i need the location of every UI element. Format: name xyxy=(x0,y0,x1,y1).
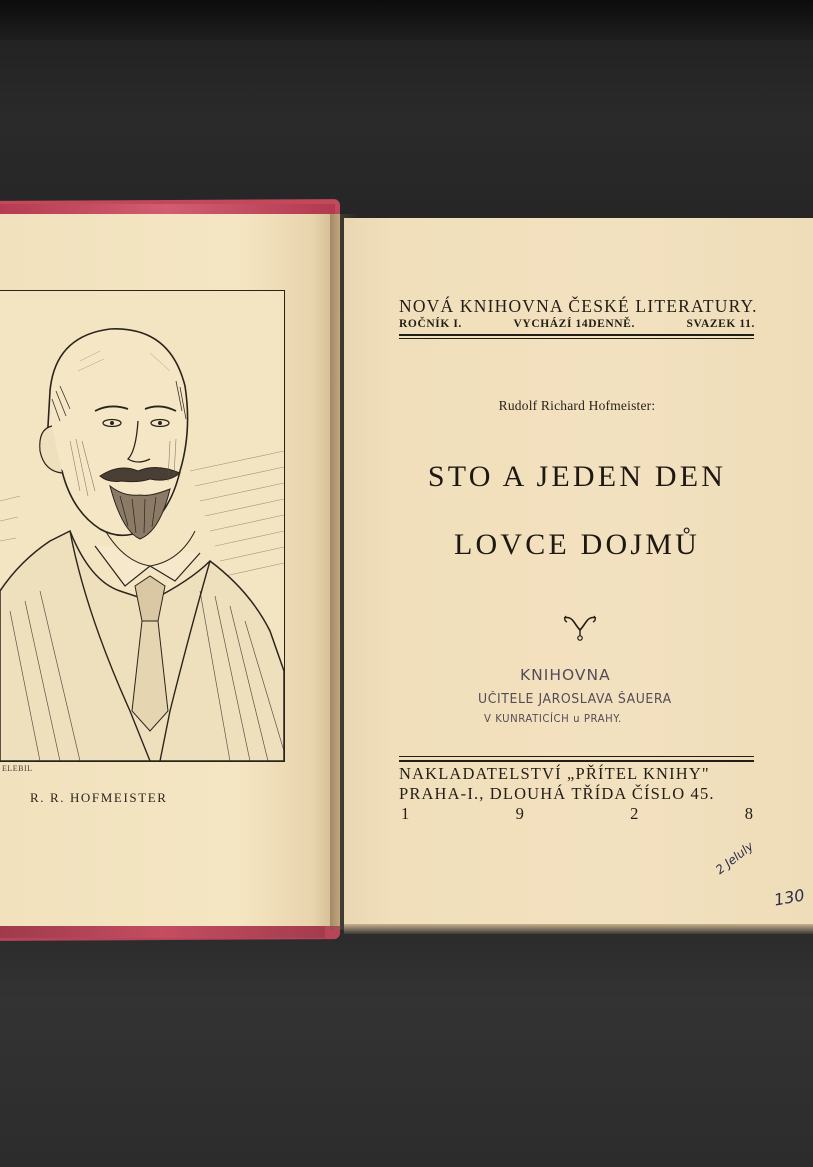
year-digit: 9 xyxy=(515,804,524,823)
year-digit: 8 xyxy=(744,804,753,823)
portrait-engraving xyxy=(0,290,285,762)
year-digit: 1 xyxy=(401,804,410,823)
publisher-address: PRAHA-I., DLOUHÁ TŘÍDA ČÍSLO 45. xyxy=(399,784,715,803)
library-stamp-line-3: V KUNRATICÍCH u PRAHY. xyxy=(484,712,622,725)
portrait-illustration xyxy=(0,291,284,761)
publisher-rule-thin xyxy=(399,756,754,757)
year-digit: 2 xyxy=(630,804,639,823)
library-stamp-line-1: KNIHOVNA xyxy=(520,666,611,684)
handwritten-note: 2 Jeluly xyxy=(713,839,757,878)
floral-ornament-icon xyxy=(560,612,600,642)
handwritten-price: 130 xyxy=(772,885,806,910)
page-edge-shadow xyxy=(344,924,813,934)
series-volume-year: ROČNÍK I. xyxy=(399,318,462,330)
book-title-line-2: LOVCE DOJMŮ xyxy=(453,528,701,561)
series-rule-thick xyxy=(399,334,754,336)
publisher-rule-thick xyxy=(399,760,754,762)
series-rule-thin xyxy=(399,338,754,339)
portrait-caption: R. R. HOFMEISTER xyxy=(30,790,168,805)
publication-year xyxy=(401,804,753,824)
portrait-artist-credit: ELEBIL xyxy=(2,764,33,773)
series-issue: SVAZEK 11. xyxy=(686,318,755,330)
library-stamp-line-2: UČITELE JAROSLAVA ŠAUERA xyxy=(478,692,672,707)
book-title-line-1: STO A JEDEN DEN xyxy=(427,460,727,493)
author-name: Rudolf Richard Hofmeister: xyxy=(498,398,656,413)
publisher-name: NAKLADATELSTVÍ „PŘÍTEL KNIHY" xyxy=(399,764,710,783)
series-info-row xyxy=(399,318,755,330)
scanner-top-shadow xyxy=(0,0,813,40)
series-title: NOVÁ KNIHOVNA ČESKÉ LITERATURY. xyxy=(399,296,758,316)
series-frequency: VYCHÁZÍ 14DENNĚ. xyxy=(513,318,635,330)
